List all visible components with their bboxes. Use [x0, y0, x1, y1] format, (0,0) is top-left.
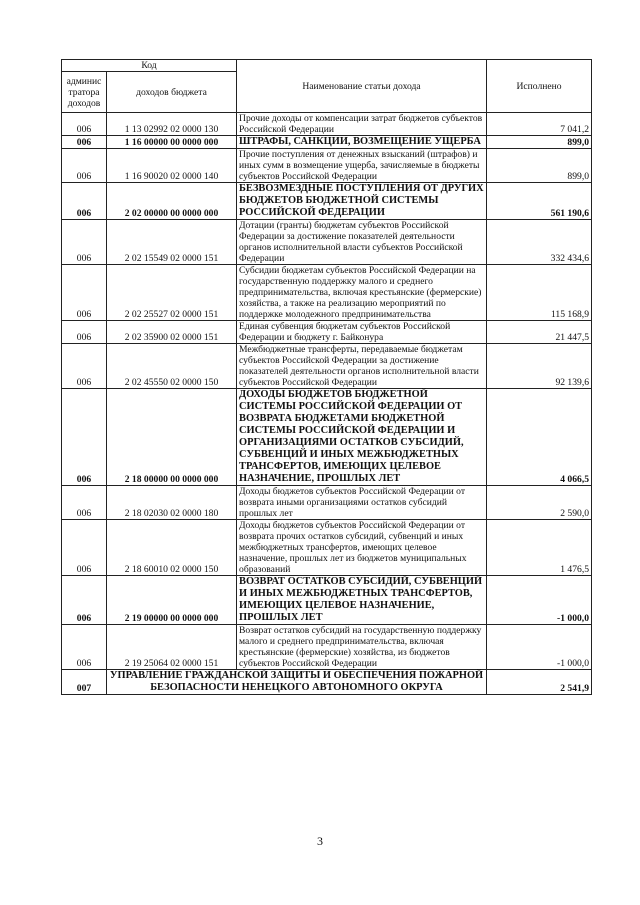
row-name: Межбюджетные трансферты, передаваемые бюджетам субъектов Российской Федерации за достижение показателей деятельности органов исполнительной власти субъектов Российской Федерации — [237, 344, 487, 389]
row-admin-code: 006 — [62, 520, 107, 576]
row-admin-code: 006 — [62, 220, 107, 265]
row-amount: 115 168,9 — [487, 265, 592, 321]
page-number: 3 — [317, 834, 323, 848]
table-row — [62, 265, 592, 321]
header-name: Наименование статьи дохода — [237, 60, 487, 113]
table-row — [62, 344, 592, 389]
header-budget-income: доходов бюджета — [107, 72, 237, 113]
row-admin-code: 006 — [62, 486, 107, 520]
row-admin-code: 006 — [62, 265, 107, 321]
row-name: Единая субвенция бюджетам субъектов Российской Федерации и бюджету г. Байконура — [237, 321, 487, 344]
row-name: Прочие доходы от компенсации затрат бюджетов субъектов Российской Федерации — [237, 113, 487, 136]
row-amount: 899,0 — [487, 149, 592, 183]
row-amount: 899,0 — [487, 136, 592, 149]
row-admin-code: 007 — [62, 670, 107, 695]
table-body — [62, 113, 592, 670]
row-income-code: 1 13 02992 02 0000 130 — [107, 113, 237, 136]
table-row — [62, 113, 592, 136]
row-admin-code: 006 — [62, 113, 107, 136]
table-row — [62, 576, 592, 625]
row-name: Субсидии бюджетам субъектов Российской Федерации на государственную поддержку малого и среднего предпринимательства, включая крестьянские (фермерские) хозяйства, а также на реализацию мероприятий по поддержке молодежного предпринимательства — [237, 265, 487, 321]
row-name: ДОХОДЫ БЮДЖЕТОВ БЮДЖЕТНОЙ СИСТЕМЫ РОССИЙСКОЙ ФЕДЕРАЦИИ ОТ ВОЗВРАТА БЮДЖЕТАМИ БЮДЖЕТНОЙ СИСТЕМЫ РОССИЙСКОЙ ФЕДЕРАЦИИ И ОРГАНИЗАЦИЯМИ ОСТАТКОВ СУБСИДИЙ, СУБВЕНЦИЙ И ИНЫХ МЕЖБЮДЖЕТНЫХ ТРАНСФЕРТОВ, ИМЕЮЩИХ ЦЕЛЕВОЕ НАЗНАЧЕНИЕ, ПРОШЛЫХ ЛЕТ — [237, 389, 487, 486]
row-name: ВОЗВРАТ ОСТАТКОВ СУБСИДИЙ, СУБВЕНЦИЙ И ИНЫХ МЕЖБЮДЖЕТНЫХ ТРАНСФЕРТОВ, ИМЕЮЩИХ ЦЕЛЕВОЕ НАЗНАЧЕНИЕ, ПРОШЛЫХ ЛЕТ — [237, 576, 487, 625]
row-income-code: 1 16 00000 00 0000 000 — [107, 136, 237, 149]
header-kod: Код — [62, 60, 237, 72]
table-row-final — [62, 670, 592, 695]
row-admin-code: 006 — [62, 625, 107, 670]
row-amount: 7 041,2 — [487, 113, 592, 136]
row-income-code: 2 18 02030 02 0000 180 — [107, 486, 237, 520]
row-income-code: 2 02 00000 00 0000 000 — [107, 183, 237, 220]
row-name: УПРАВЛЕНИЕ ГРАЖДАНСКОЙ ЗАЩИТЫ И ОБЕСПЕЧЕНИЯ ПОЖАРНОЙ БЕЗОПАСНОСТИ НЕНЕЦКОГО АВТОНОМНОГО ОКРУГА — [107, 670, 487, 695]
row-name: ШТРАФЫ, САНКЦИИ, ВОЗМЕЩЕНИЕ УЩЕРБА — [237, 136, 487, 149]
row-amount: 21 447,5 — [487, 321, 592, 344]
table-row — [62, 136, 592, 149]
row-income-code: 2 18 60010 02 0000 150 — [107, 520, 237, 576]
row-admin-code: 006 — [62, 576, 107, 625]
row-admin-code: 006 — [62, 136, 107, 149]
row-admin-code: 006 — [62, 149, 107, 183]
row-amount: 4 066,5 — [487, 389, 592, 486]
row-admin-code: 006 — [62, 321, 107, 344]
row-admin-code: 006 — [62, 389, 107, 486]
table-row — [62, 321, 592, 344]
header-executed: Исполнено — [487, 60, 592, 113]
budget-income-table — [61, 59, 592, 695]
row-income-code: 2 02 25527 02 0000 151 — [107, 265, 237, 321]
row-amount: 332 434,6 — [487, 220, 592, 265]
row-name: Возврат остатков субсидий на государственную поддержку малого и среднего предпринимательства, включая крестьянские (фермерские) хозяйства, из бюджетов субъектов Российской Федерации — [237, 625, 487, 670]
table-row — [62, 220, 592, 265]
row-admin-code: 006 — [62, 344, 107, 389]
row-income-code: 2 02 15549 02 0000 151 — [107, 220, 237, 265]
row-name: БЕЗВОЗМЕЗДНЫЕ ПОСТУПЛЕНИЯ ОТ ДРУГИХ БЮДЖЕТОВ БЮДЖЕТНОЙ СИСТЕМЫ РОССИЙСКОЙ ФЕДЕРАЦИИ — [237, 183, 487, 220]
table-row — [62, 520, 592, 576]
row-income-code: 2 19 00000 00 0000 000 — [107, 576, 237, 625]
row-admin-code: 006 — [62, 183, 107, 220]
row-name: Доходы бюджетов субъектов Российской Федерации от возврата прочих остатков субсидий, субвенций и иных межбюджетных трансфертов, имеющих целевое назначение, прошлых лет из бюджетов муниципальных образований — [237, 520, 487, 576]
table-row — [62, 486, 592, 520]
row-name: Прочие поступления от денежных взысканий (штрафов) и иных сумм в возмещение ущерба, зачисляемые в бюджеты субъектов Российской Федерации — [237, 149, 487, 183]
header-admin: админис тратора доходов — [62, 72, 107, 113]
table-row — [62, 149, 592, 183]
row-income-code: 2 02 35900 02 0000 151 — [107, 321, 237, 344]
table-row — [62, 389, 592, 486]
row-income-code: 1 16 90020 02 0000 140 — [107, 149, 237, 183]
row-amount: -1 000,0 — [487, 625, 592, 670]
row-name: Дотации (гранты) бюджетам субъектов Российской Федерации за достижение показателей деятельности органов исполнительной власти субъектов Российской Федерации — [237, 220, 487, 265]
row-amount: 561 190,6 — [487, 183, 592, 220]
row-income-code: 2 18 00000 00 0000 000 — [107, 389, 237, 486]
table-row — [62, 183, 592, 220]
row-income-code: 2 02 45550 02 0000 150 — [107, 344, 237, 389]
row-name: Доходы бюджетов субъектов Российской Федерации от возврата иными организациями остатков субсидий прошлых лет — [237, 486, 487, 520]
row-amount: -1 000,0 — [487, 576, 592, 625]
table-row — [62, 625, 592, 670]
row-income-code: 2 19 25064 02 0000 151 — [107, 625, 237, 670]
row-amount: 92 139,6 — [487, 344, 592, 389]
row-amount: 1 476,5 — [487, 520, 592, 576]
row-amount: 2 590,0 — [487, 486, 592, 520]
row-amount: 2 541,9 — [487, 670, 592, 695]
